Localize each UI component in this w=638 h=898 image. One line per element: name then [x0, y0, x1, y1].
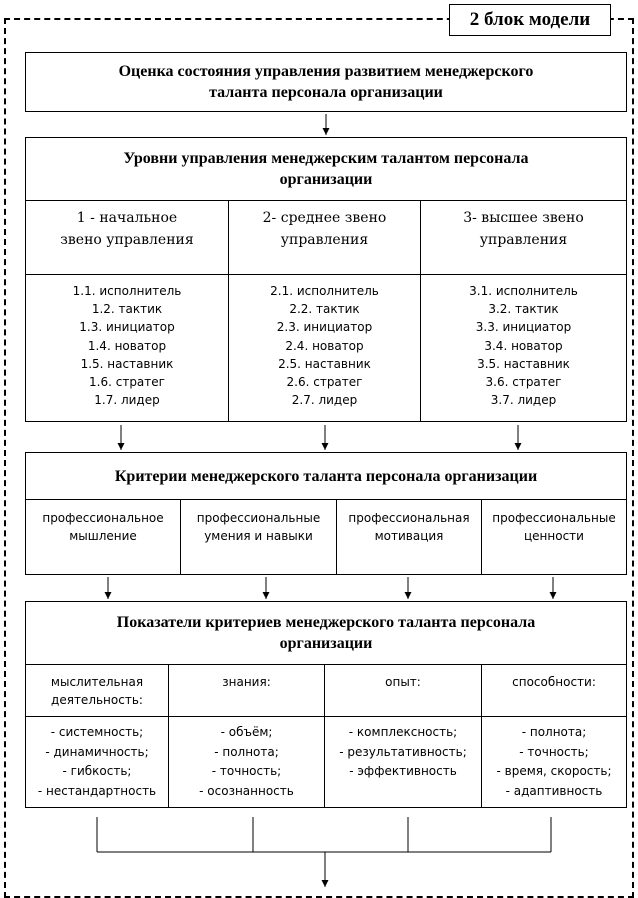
assessment-title: Оценка состояния управления развитием менеджерского таланта персонала организации: [118, 63, 534, 101]
criterion-1: профессиональное мышление: [25, 499, 181, 575]
role-item: 2.6. стратег: [286, 375, 363, 390]
list-item: - адаптивность: [505, 783, 603, 798]
list-item: - полнота;: [214, 744, 279, 759]
role-item: 1.3. инициатор: [79, 320, 175, 335]
list-item: - комплексность;: [348, 725, 458, 739]
level-heading-3: 3- высшее звено управления: [420, 200, 627, 275]
role-item: 3.3. инициатор: [475, 320, 572, 335]
list-item: - точность;: [519, 744, 589, 759]
role-item: 3.6. стратег: [485, 375, 562, 390]
role-item: 1.1. исполнитель: [72, 284, 182, 298]
list-item: - нестандартность: [37, 783, 157, 798]
role-item: 1.2. тактик: [91, 302, 163, 317]
indicator-heading-3: опыт:: [324, 664, 482, 717]
role-item: 1.7. лидер: [94, 393, 160, 408]
criterion-2: профессиональные умения и навыки: [180, 499, 337, 575]
indicator-heading-2: знания:: [168, 664, 325, 717]
criterion-4: профессиональные ценности: [481, 499, 627, 575]
role-item: 2.2. тактик: [289, 302, 360, 317]
list-item: - объём;: [220, 725, 273, 739]
level-heading-1: 1 - начальное звено управления: [25, 200, 229, 275]
indicator-heading-1: мыслительная деятельность:: [25, 664, 169, 717]
role-item: 3.2. тактик: [488, 302, 559, 317]
criterion-3: профессиональная мотивация: [336, 499, 482, 575]
role-item: 2.3. инициатор: [276, 320, 373, 335]
role-item: 1.4. новатор: [87, 338, 167, 353]
list-item: - эффективность: [349, 764, 457, 778]
indicator-heading-4: способности:: [481, 664, 627, 717]
block-label: 2 блок модели: [449, 4, 611, 36]
list-item: - динамичность;: [45, 744, 149, 759]
role-item: 2.5. наставник: [278, 356, 371, 371]
list-item: - время, скорость;: [496, 764, 612, 778]
role-item: 2.7. лидер: [291, 393, 358, 408]
level-heading-2: 2- среднее звено управления: [228, 200, 421, 275]
list-item: - результативность;: [339, 744, 467, 759]
indicators-title: Показатели критериев менеджерского таланта персонала организации: [116, 614, 536, 652]
list-item: - системность;: [50, 725, 144, 739]
list-item: - полнота;: [521, 725, 587, 739]
role-item: 2.4. новатор: [285, 338, 364, 353]
list-item: - осознанность: [199, 783, 294, 798]
list-item: - точность;: [211, 764, 282, 778]
role-item: 3.7. лидер: [490, 393, 557, 408]
criteria-title: Критерии менеджерского таланта персонала организации: [114, 467, 538, 485]
role-item: 3.5. наставник: [477, 356, 570, 371]
role-item: 1.5. наставник: [80, 356, 174, 371]
role-item: 3.1. исполнитель: [469, 284, 578, 298]
levels-title: Уровни управления менеджерским талантом персонала организации: [123, 150, 529, 188]
role-item: 1.6. стратег: [89, 375, 165, 390]
list-item: - гибкость;: [62, 764, 132, 778]
role-item: 3.4. новатор: [484, 338, 563, 353]
role-item: 2.1. исполнитель: [270, 284, 379, 298]
